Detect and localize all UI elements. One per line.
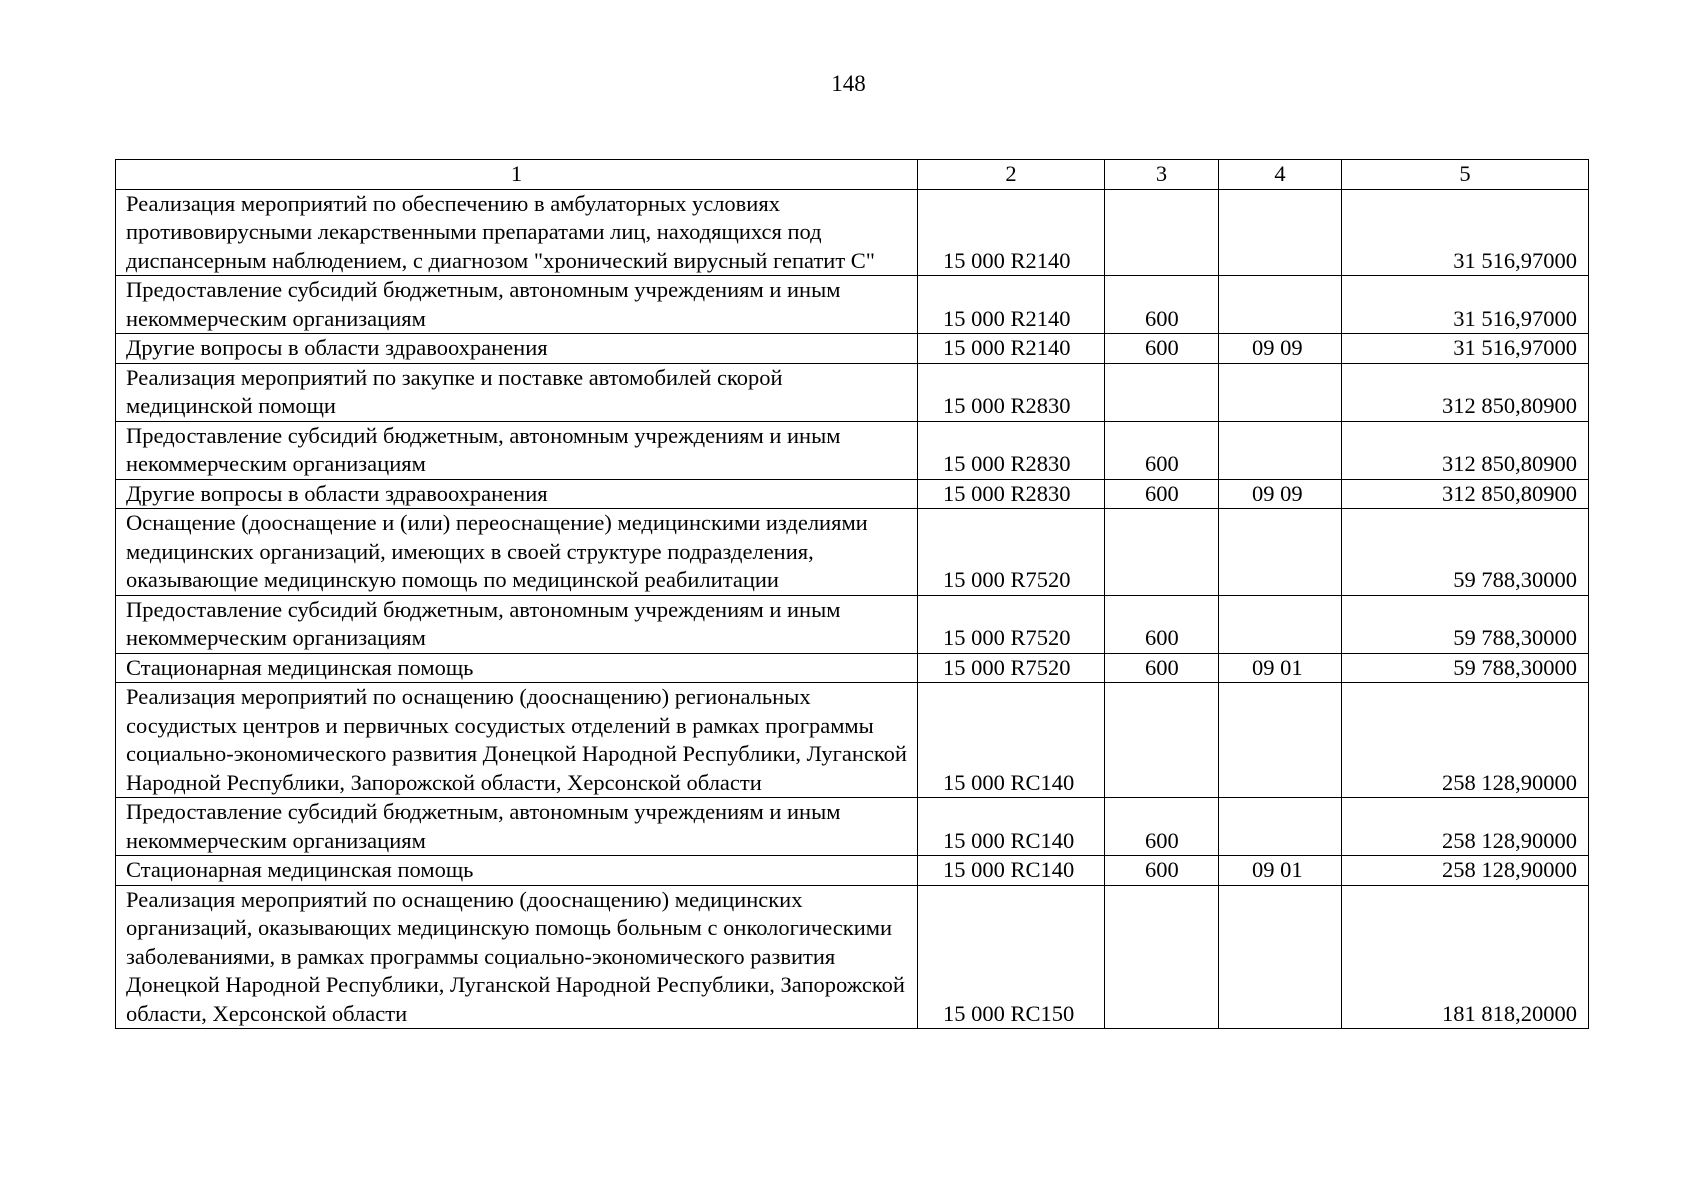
column-header-3: 3 xyxy=(1105,160,1219,190)
table-row xyxy=(116,653,1589,683)
row-name: Предоставление субсидий бюджетным, автономным учреждениям и иным некоммерческим организациям xyxy=(116,421,918,479)
row-amount: 31 516,97000 xyxy=(1342,276,1589,334)
row-expense-type: 600 xyxy=(1105,276,1219,334)
row-expense-type: 600 xyxy=(1105,479,1219,509)
table-body xyxy=(116,189,1589,1029)
row-section-subsection: 09 01 xyxy=(1219,653,1342,683)
row-target-article: 15 000 R2140 xyxy=(918,334,1105,364)
table-row xyxy=(116,479,1589,509)
row-target-article: 15 000 RC140 xyxy=(918,683,1105,798)
row-section-subsection xyxy=(1219,595,1342,653)
row-name: Оснащение (дооснащение и (или) переоснащение) медицинскими изделиями медицинских организаций, имеющих в своей структуре подразделения, оказывающие медицинскую помощь по медицинской реабилитации xyxy=(116,509,918,596)
row-target-article: 15 000 R7520 xyxy=(918,653,1105,683)
row-section-subsection xyxy=(1219,509,1342,596)
table-row xyxy=(116,683,1589,798)
row-target-article: 15 000 RC140 xyxy=(918,798,1105,856)
row-expense-type: 600 xyxy=(1105,856,1219,886)
row-amount: 31 516,97000 xyxy=(1342,334,1589,364)
row-target-article: 15 000 R7520 xyxy=(918,595,1105,653)
row-name: Другие вопросы в области здравоохранения xyxy=(116,479,918,509)
row-amount: 258 128,90000 xyxy=(1342,683,1589,798)
row-name: Реализация мероприятий по обеспечению в амбулаторных условиях противовирусными лекарственными препаратами лиц, находящихся под диспансерным наблюдением, с диагнозом "хронический вирусный гепатит С" xyxy=(116,189,918,276)
row-target-article: 15 000 R2140 xyxy=(918,276,1105,334)
column-header-1: 1 xyxy=(116,160,918,190)
row-name: Другие вопросы в области здравоохранения xyxy=(116,334,918,364)
table-row xyxy=(116,595,1589,653)
budget-table xyxy=(115,159,1589,1029)
row-amount: 312 850,80900 xyxy=(1342,363,1589,421)
row-section-subsection xyxy=(1219,363,1342,421)
row-section-subsection xyxy=(1219,276,1342,334)
row-expense-type xyxy=(1105,363,1219,421)
table-row xyxy=(116,509,1589,596)
table-row xyxy=(116,363,1589,421)
table-row xyxy=(116,189,1589,276)
row-name: Предоставление субсидий бюджетным, автономным учреждениям и иным некоммерческим организациям xyxy=(116,276,918,334)
row-section-subsection: 09 09 xyxy=(1219,334,1342,364)
row-amount: 312 850,80900 xyxy=(1342,421,1589,479)
row-name: Предоставление субсидий бюджетным, автономным учреждениям и иным некоммерческим организациям xyxy=(116,595,918,653)
table-row xyxy=(116,885,1589,1029)
row-name: Реализация мероприятий по оснащению (дооснащению) медицинских организаций, оказывающих медицинскую помощь больным с онкологическими заболеваниями, в рамках программы социально-экономического развития Донецкой Народной Республики, Луганской Народной Республики, Запорожской области, Херсонской области xyxy=(116,885,918,1029)
row-amount: 312 850,80900 xyxy=(1342,479,1589,509)
row-expense-type xyxy=(1105,885,1219,1029)
row-amount: 59 788,30000 xyxy=(1342,595,1589,653)
row-target-article: 15 000 RC150 xyxy=(918,885,1105,1029)
page-number: 148 xyxy=(831,71,866,96)
row-target-article: 15 000 R2830 xyxy=(918,479,1105,509)
row-section-subsection xyxy=(1219,421,1342,479)
row-target-article: 15 000 R2830 xyxy=(918,421,1105,479)
table-row xyxy=(116,421,1589,479)
row-target-article: 15 000 R2140 xyxy=(918,189,1105,276)
row-name: Реализация мероприятий по закупке и поставке автомобилей скорой медицинской помощи xyxy=(116,363,918,421)
row-amount: 31 516,97000 xyxy=(1342,189,1589,276)
row-target-article: 15 000 RC140 xyxy=(918,856,1105,886)
row-target-article: 15 000 R7520 xyxy=(918,509,1105,596)
row-amount: 59 788,30000 xyxy=(1342,509,1589,596)
row-expense-type: 600 xyxy=(1105,798,1219,856)
column-header-5: 5 xyxy=(1342,160,1589,190)
table-row xyxy=(116,798,1589,856)
row-expense-type: 600 xyxy=(1105,653,1219,683)
row-expense-type xyxy=(1105,683,1219,798)
row-section-subsection xyxy=(1219,189,1342,276)
table-row xyxy=(116,856,1589,886)
row-amount: 258 128,90000 xyxy=(1342,856,1589,886)
row-expense-type: 600 xyxy=(1105,334,1219,364)
table-header-row xyxy=(116,160,1589,190)
row-name: Стационарная медицинская помощь xyxy=(116,856,918,886)
table-row xyxy=(116,276,1589,334)
row-expense-type: 600 xyxy=(1105,595,1219,653)
row-amount: 258 128,90000 xyxy=(1342,798,1589,856)
row-target-article: 15 000 R2830 xyxy=(918,363,1105,421)
table-row xyxy=(116,334,1589,364)
column-header-4: 4 xyxy=(1219,160,1342,190)
row-section-subsection xyxy=(1219,798,1342,856)
row-name: Стационарная медицинская помощь xyxy=(116,653,918,683)
row-expense-type xyxy=(1105,189,1219,276)
row-amount: 181 818,20000 xyxy=(1342,885,1589,1029)
row-expense-type xyxy=(1105,509,1219,596)
row-expense-type: 600 xyxy=(1105,421,1219,479)
row-name: Реализация мероприятий по оснащению (дооснащению) региональных сосудистых центров и первичных сосудистых отделений в рамках программы социально-экономического развития Донецкой Народной Республики, Луганской Народной Республики, Запорожской области, Херсонской области xyxy=(116,683,918,798)
row-section-subsection: 09 09 xyxy=(1219,479,1342,509)
row-section-subsection xyxy=(1219,885,1342,1029)
column-header-2: 2 xyxy=(918,160,1105,190)
row-name: Предоставление субсидий бюджетным, автономным учреждениям и иным некоммерческим организациям xyxy=(116,798,918,856)
row-section-subsection: 09 01 xyxy=(1219,856,1342,886)
row-section-subsection xyxy=(1219,683,1342,798)
row-amount: 59 788,30000 xyxy=(1342,653,1589,683)
